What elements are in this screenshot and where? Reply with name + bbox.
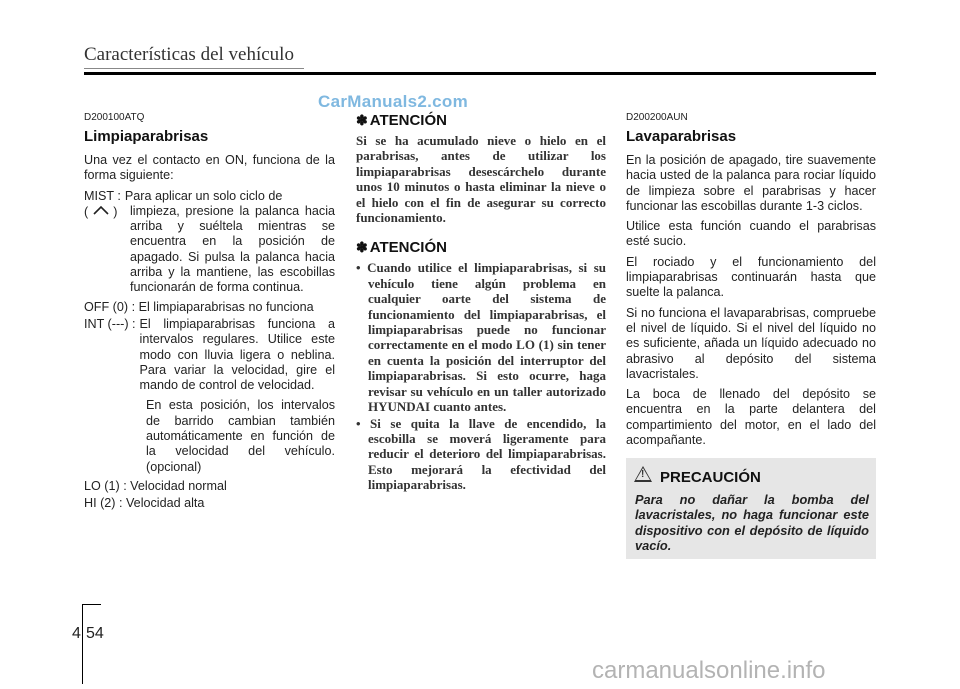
watermark-bottom[interactable]: carmanualsonline.info (592, 657, 826, 684)
warning-exclamation: ! (641, 469, 645, 480)
hi-definition: HI (2) : Velocidad alta (84, 496, 205, 511)
section-code: D200100ATQ (84, 112, 145, 123)
caution-title: PRECAUCIÓN (660, 469, 761, 486)
chapter-number: 4 (72, 625, 81, 642)
asterisk-icon: ✽ (356, 239, 368, 256)
washer-paragraph: En la posición de apagado, tire suavemente hacia usted de la palanca para rociar líquido de limpieza sobre el parabrisas y hacer funcionar las escobillas durante 1-3 ciclos. (626, 153, 876, 213)
int-desc: El limpiaparabrisas funciona a intervalos regulares. Utilice este modo con lluvia ligera o neblina. Para variar la velocidad, gire el mando de control de velocidad. (139, 316, 335, 393)
column-washer (626, 112, 876, 453)
attention-bullet: • Cuando utilice el limpiaparabrisas, si su vehículo tiene algún problema en cualquier oarte del sistema de funcionamiento del limpiaparabrisas, el limpiaparabrisas puede no funcionar correctamente en el modo LO (1) sin tener en cuenta la posición del interruptor del limpiaparabrisas. Si esto ocurre, haga revisar su vehículo en un taller autorizado HYUNDAI cuanto antes. (356, 260, 606, 415)
attention-bullet: • Si se quita la llave de encendido, la escobilla se moverá ligeramente para reducir el deterioro del limpiaparabrisas. Esto mejorará la efectividad del limpiaparabrisas. (356, 415, 606, 493)
mist-definition-cont (84, 204, 335, 296)
washer-paragraph: Si no funciona el lavaparabrisas, compruebe el nivel de líquido. Si el nivel del líquido no es suficiente, añada un líquido adecuado no abrasivo al depósito del sistema lavacristales. (626, 305, 876, 381)
page-number: 54 (86, 625, 104, 642)
mist-symbol: ( ) (84, 204, 118, 219)
page-header-title: Características del vehículo (84, 44, 294, 65)
section-code: D200200AUN (626, 112, 688, 123)
section-title-wipers: Limpiaparabrisas (84, 128, 209, 145)
mist-desc: Para aplicar un solo ciclo de (124, 188, 283, 203)
mist-definition (84, 189, 335, 204)
page-number-tick (82, 604, 101, 605)
attention-bullets (356, 260, 606, 492)
caution-text: Para no dañar la bomba del lavacristales, no haga funcionar este dispositivo con el depósito de líquido vacío. (635, 492, 869, 554)
header-underline (84, 68, 304, 69)
mist-term: MIST : (84, 188, 121, 203)
attention-title-1: ✽ ATENCIÓN (356, 112, 447, 129)
int-desc-2: En esta posición, los intervalos de barrido cambian también automáticamente en función de la velocidad del vehículo. (opcional) (146, 398, 335, 474)
section-title-washer: Lavaparabrisas (626, 128, 737, 145)
page-number-divider (82, 604, 83, 684)
attention-text-1: Si se ha acumulado nieve o hielo en el parabrisas, antes de utilizar los limpiaparabrisas desescárchelo durante unos 10 minutos o hasta eliminar la nieve o el hielo con el fin de asegurar su correcto funcionamiento. (356, 133, 606, 226)
washer-paragraph: El rociado y el funcionamiento del limpiaparabrisas continuarán hasta que suelte la palanca. (626, 254, 876, 300)
int-term: INT (---) : (84, 316, 136, 331)
mist-desc-2: limpieza, presione la palanca hacia arriba y suéltela mientras se encuentra en la posición de apagado. Si pulsa la palanca hacia arriba y la mantiene, las escobillas funcionarán de forma continua. (130, 203, 335, 295)
asterisk-icon: ✽ (356, 112, 368, 128)
wipers-intro: Una vez el contacto en ON, funciona de la forma siguiente: (84, 153, 335, 183)
column-wipers (84, 112, 335, 514)
int-definition (84, 317, 335, 393)
watermark-top[interactable]: CarManuals2.com (318, 92, 468, 111)
washer-paragraph: La boca de llenado del depósito se encuentra en la parte delantera del compartimiento del motor, en el lado del acompañante. (626, 387, 876, 448)
off-definition: OFF (0) : El limpiaparabrisas no funciona (84, 299, 314, 314)
column-attention (356, 112, 606, 494)
lo-definition: LO (1) : Velocidad normal (84, 478, 227, 493)
attention-title-2: ✽ ATENCIÓN (356, 239, 447, 257)
chevron-up-icon (92, 204, 110, 216)
washer-paragraph: Utilice esta función cuando el parabrisas esté sucio. (626, 219, 876, 249)
caution-box (626, 458, 876, 559)
header-rule (84, 72, 876, 75)
